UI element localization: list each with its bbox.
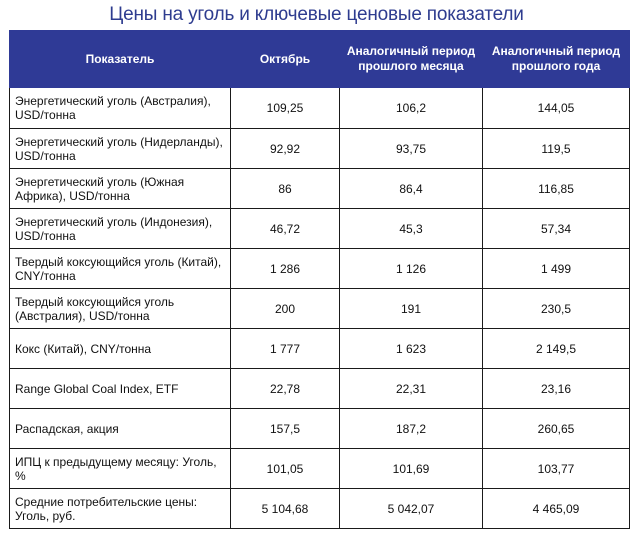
- row-october-value: 46,72: [231, 209, 340, 249]
- row-indicator-name: Кокс (Китай), CNY/тонна: [10, 329, 231, 369]
- row-october-value: 200: [231, 289, 340, 329]
- row-prev-year-value: 2 149,5: [483, 329, 630, 369]
- row-prev-year-value: 23,16: [483, 369, 630, 409]
- row-prev-year-value: 57,34: [483, 209, 630, 249]
- row-prev-month-value: 93,75: [340, 129, 483, 169]
- page-title: Цены на уголь и ключевые ценовые показатели: [109, 4, 524, 25]
- row-prev-year-value: 4 465,09: [483, 489, 630, 529]
- row-prev-month-value: 101,69: [340, 449, 483, 489]
- table-row: [10, 129, 630, 169]
- row-indicator-name: Твердый коксующийся уголь (Китай), CNY/тонна: [10, 249, 231, 289]
- row-october-value: 1 777: [231, 329, 340, 369]
- row-indicator-name: Распадская, акция: [10, 409, 231, 449]
- row-prev-month-value: 45,3: [340, 209, 483, 249]
- row-prev-year-value: 116,85: [483, 169, 630, 209]
- row-indicator-name: Энергетический уголь (Южная Африка), USD/тонна: [10, 169, 231, 209]
- row-prev-year-value: 144,05: [483, 88, 630, 129]
- row-indicator-name: Энергетический уголь (Австралия), USD/тонна: [10, 88, 231, 129]
- table-row: [10, 169, 630, 209]
- table-row: [10, 249, 630, 289]
- row-indicator-name: Range Global Coal Index, ETF: [10, 369, 231, 409]
- table-row: [10, 329, 630, 369]
- table-row: [10, 489, 630, 529]
- column-header-indicator: Показатель: [10, 31, 231, 88]
- row-indicator-name: Энергетический уголь (Нидерланды), USD/тонна: [10, 129, 231, 169]
- table-row: [10, 209, 630, 249]
- table-row: [10, 88, 630, 129]
- row-october-value: 5 104,68: [231, 489, 340, 529]
- row-prev-year-value: 103,77: [483, 449, 630, 489]
- column-header-prev-month: Аналогичный период прошлого месяца: [340, 31, 483, 88]
- row-october-value: 92,92: [231, 129, 340, 169]
- row-prev-year-value: 230,5: [483, 289, 630, 329]
- row-october-value: 1 286: [231, 249, 340, 289]
- row-october-value: 109,25: [231, 88, 340, 129]
- row-prev-month-value: 22,31: [340, 369, 483, 409]
- row-indicator-name: Твердый коксующийся уголь (Австралия), USD/тонна: [10, 289, 231, 329]
- row-october-value: 157,5: [231, 409, 340, 449]
- row-prev-month-value: 5 042,07: [340, 489, 483, 529]
- row-prev-year-value: 119,5: [483, 129, 630, 169]
- row-october-value: 22,78: [231, 369, 340, 409]
- coal-prices-table: [9, 30, 630, 529]
- row-october-value: 86: [231, 169, 340, 209]
- row-prev-month-value: 187,2: [340, 409, 483, 449]
- table-row: [10, 449, 630, 489]
- column-header-prev-year: Аналогичный период прошлого года: [483, 31, 630, 88]
- row-indicator-name: Энергетический уголь (Индонезия), USD/тонна: [10, 209, 231, 249]
- row-prev-month-value: 86,4: [340, 169, 483, 209]
- table-row: [10, 409, 630, 449]
- row-prev-year-value: 1 499: [483, 249, 630, 289]
- row-prev-month-value: 1 126: [340, 249, 483, 289]
- row-prev-month-value: 106,2: [340, 88, 483, 129]
- row-indicator-name: ИПЦ к предыдущему месяцу: Уголь, %: [10, 449, 231, 489]
- table-header-row: [10, 31, 630, 88]
- row-prev-month-value: 1 623: [340, 329, 483, 369]
- column-header-october: Октябрь: [231, 31, 340, 88]
- table-row: [10, 289, 630, 329]
- row-october-value: 101,05: [231, 449, 340, 489]
- row-indicator-name: Средние потребительские цены: Уголь, руб.: [10, 489, 231, 529]
- table-row: [10, 369, 630, 409]
- row-prev-month-value: 191: [340, 289, 483, 329]
- row-prev-year-value: 260,65: [483, 409, 630, 449]
